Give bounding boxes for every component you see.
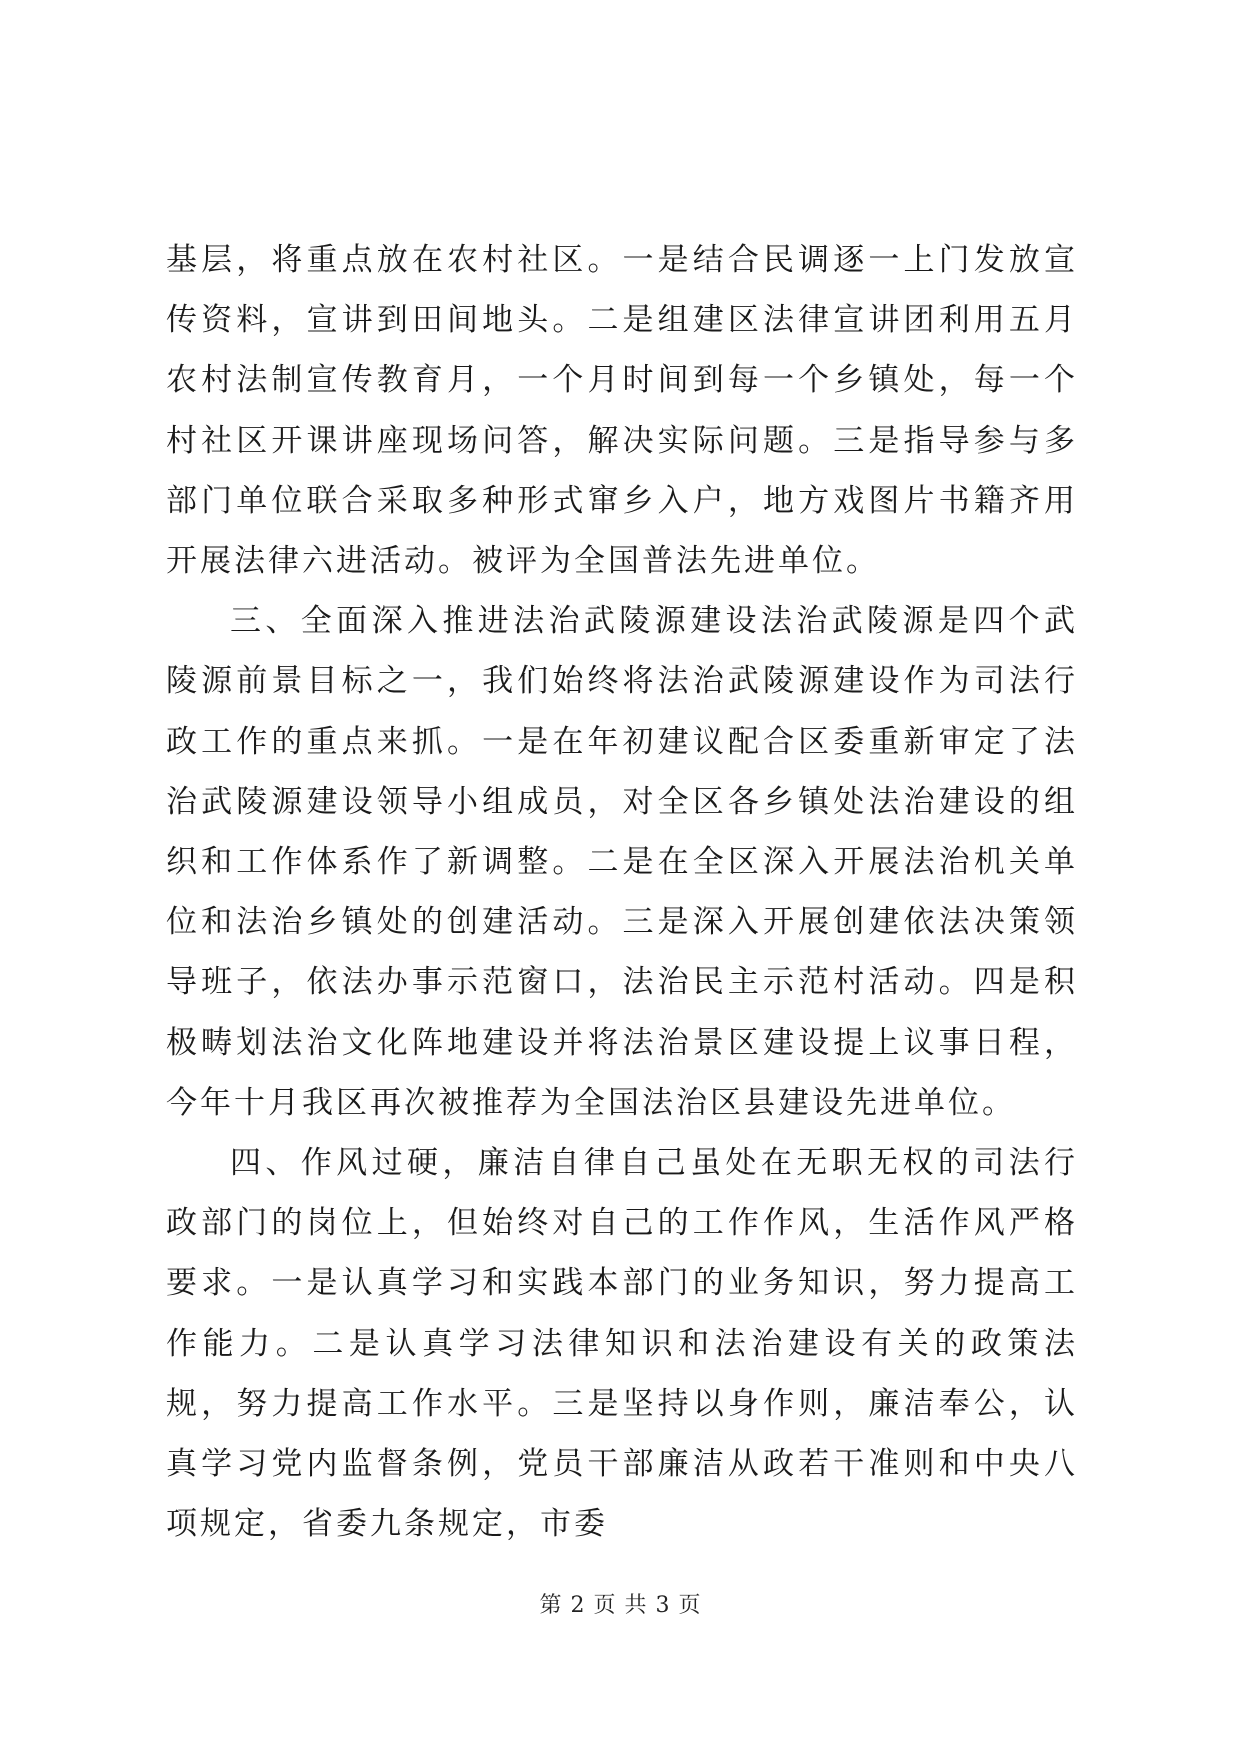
page-number-footer: 第 2 页 共 3 页 [539,1593,702,1618]
paragraph-section-four: 四、作风过硬，廉洁自律自己虽处在无职无权的司法行政部门的岗位上，但始终对自己的工作作风，生活作风严格要求。一是认真学习和实践本部门的业务知识，努力提高工作能力。二是认真学习法律知识和法治建设有关的政策法规，努力提高工作水平。三是坚持以身作则，廉洁奉公，认真学习党内监督条例，党员干部廉洁从政若干准则和中央八项规定，省委九条规定，市委 [166,1145,1078,1543]
paragraph-section-three: 三、全面深入推进法治武陵源建设法治武陵源是四个武陵源前景目标之一，我们始终将法治武陵源建设作为司法行政工作的重点来抓。一是在年初建议配合区委重新审定了法治武陵源建设领导小组成员，对全区各乡镇处法治建设的组织和工作体系作了新调整。二是在全区深入开展法治机关单位和法治乡镇处的创建活动。三是深入开展创建依法决策领导班子，依法办事示范窗口，法治民主示范村活动。四是积极畴划法治文化阵地建设并将法治景区建设提上议事日程，今年十月我区再次被推荐为全国法治区县建设先进单位。 [166,603,1078,1121]
paragraph-continuation: 基层，将重点放在农村社区。一是结合民调逐一上门发放宣传资料，宣讲到田间地头。二是组建区法律宣讲团利用五月农村法制宣传教育月，一个月时间到每一个乡镇处，每一个村社区开课讲座现场问答，解决实际问题。三是指导参与多部门单位联合采取多种形式窜乡入户，地方戏图片书籍齐用开展法律六进活动。被评为全国普法先进单位。 [166,242,1078,580]
document-body [166,230,1078,1554]
